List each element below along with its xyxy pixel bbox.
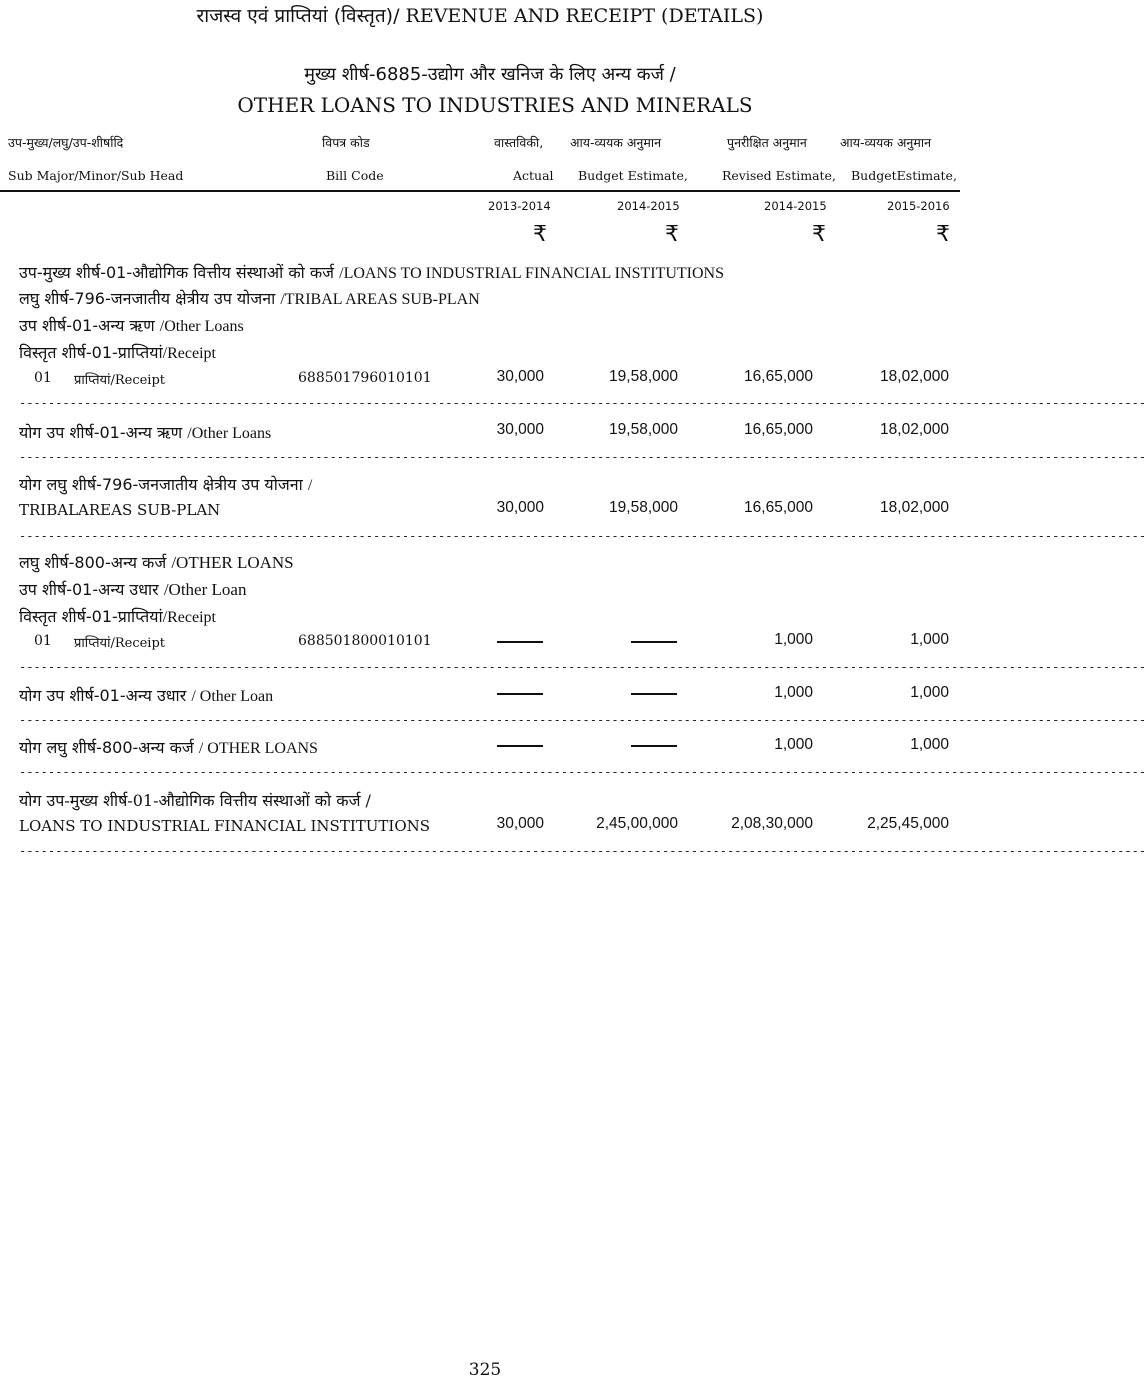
row2-code: 01 [34,633,52,649]
col-revised-hindi: पुनरीक्षित अनुमान [727,135,807,150]
detail-head-receipt-1 [19,341,216,363]
total-minor-796-actual: 30,000 [496,499,544,516]
total-minor-800-hindi: योग लघु शीर्ष-800-अन्य कर्ज [19,738,194,757]
grand-total-budget: 2,45,00,000 [596,815,678,832]
rupee-symbol-revised: ₹ [812,222,826,247]
sub-head-other-loans-hindi: उप शीर्ष-01-अन्य ऋण [19,316,155,335]
dashed-divider: ------------------------------------------------------------------------------------------------------------------------------------------------------------ [19,529,1146,543]
col-budget-next-hindi: आय-व्ययक अनुमान [840,135,932,150]
grand-total-actual: 30,000 [496,815,544,832]
row2-label-english: /Receipt [110,636,165,651]
minor-head-796-hindi: लघु शीर्ष-796-जनजातीय क्षेत्रीय उप योजना [19,289,276,308]
col-actual-hindi: वास्तविकी, [494,135,544,150]
total-minor-796-budget-next: 18,02,000 [880,499,949,516]
detail-head-receipt-1-hindi: विस्तृत शीर्ष-01-प्राप्तियां [19,343,163,362]
page-number: 325 [468,1360,502,1380]
dashed-divider: ------------------------------------------------------------------------------------------------------------------------------------------------------------ [19,450,1146,464]
minor-head-796 [19,287,480,309]
total-minor-796-hindi: योग लघु शीर्ष-796-जनजातीय क्षेत्रीय उप योजना [19,475,303,494]
total-subhead-2-budget-nil [631,693,677,695]
sub-head-other-loan-english: /Other Loan [163,580,247,599]
detail-head-receipt-2 [19,605,216,627]
dashed-divider: ------------------------------------------------------------------------------------------------------------------------------------------------------------ [19,396,1146,410]
dashed-divider: ------------------------------------------------------------------------------------------------------------------------------------------------------------ [19,660,1146,674]
col-actual-year: 2013-2014 [488,199,551,213]
row-revised: 16,65,000 [744,368,813,385]
row2-label-hindi: प्राप्तियां [74,636,111,651]
col-billcode-hindi: विपत्र कोड [322,135,370,150]
total-subhead-hindi: योग उप शीर्ष-01-अन्य ऋण [19,423,183,442]
detail-head-receipt-2-english: /Receipt [162,609,216,626]
minor-head-800-english: /OTHER LOANS [171,553,294,572]
row-budget-next: 18,02,000 [880,368,949,385]
dashed-divider: ------------------------------------------------------------------------------------------------------------------------------------------------------------ [19,765,1146,779]
total-minor-800-budget-nil [631,745,677,747]
row-bill-code: 688501796010101 [298,370,432,386]
submajor-head-hindi: उप-मुख्य शीर्ष-01-औद्योगिक वित्तीय संस्थाओं को कर्ज [19,263,335,282]
total-subhead-2-revised: 1,000 [774,684,813,701]
total-minor-800-actual-nil [497,745,543,747]
total-minor-796-label [19,473,312,495]
row2-budget-next: 1,000 [910,631,949,648]
total-minor-796-revised: 16,65,000 [744,499,813,516]
col-revised-english: Revised Estimate, [722,168,836,183]
total-subhead-revised: 16,65,000 [744,421,813,438]
row2-label [74,633,165,651]
row-actual: 30,000 [496,368,544,385]
dashed-divider: ------------------------------------------------------------------------------------------------------------------------------------------------------------ [19,713,1146,727]
major-head-english: OTHER LOANS TO INDUSTRIES AND MINERALS [237,93,753,117]
col-revised-year: 2014-2015 [764,199,827,213]
total-subhead-label [19,421,271,443]
page-title [0,2,960,28]
col-actual-english: Actual [513,168,554,183]
total-minor-800-revised: 1,000 [774,736,813,753]
grand-total-revised: 2,08,30,000 [731,815,813,832]
total-subhead-2-actual-nil [497,693,543,695]
row2-bill-code: 688501800010101 [298,633,432,649]
sub-head-other-loan [19,578,246,600]
total-minor-796-slash: / [307,477,313,494]
row-budget: 19,58,000 [609,368,678,385]
grand-total-budget-next: 2,25,45,000 [867,815,949,832]
col-head-hindi: उप-मुख्य/लघु/उप-शीर्षादि [8,135,124,150]
sub-head-other-loans-english: /Other Loans [159,318,244,335]
col-budget-year: 2014-2015 [617,199,680,213]
total-subhead-2-hindi: योग उप शीर्ष-01-अन्य उधार [19,686,187,705]
page-title-english: REVENUE AND RECEIPT (DETAILS) [405,5,764,27]
total-minor-800-label [19,736,318,758]
sub-head-other-loan-hindi: उप शीर्ष-01-अन्य उधार [19,580,159,599]
dashed-divider: ------------------------------------------------------------------------------------------------------------------------------------------------------------ [19,844,1146,858]
col-budget-next-english: BudgetEstimate, [851,168,957,183]
grand-total-hindi: योग उप-मुख्य शीर्ष-01-औद्योगिक वित्तीय संस्थाओं को कर्ज / [19,791,371,810]
total-minor-796-budget: 19,58,000 [609,499,678,516]
submajor-head-english: /LOANS TO INDUSTRIAL FINANCIAL INSTITUTIONS [339,265,724,282]
row-label [74,370,165,388]
row2-budget-nil [631,641,677,643]
row2-revised: 1,000 [774,631,813,648]
rupee-symbol-budget-next: ₹ [936,222,950,247]
row-label-hindi: प्राप्तियां [74,373,111,388]
col-budget-next-year: 2015-2016 [887,199,950,213]
col-head-english: Sub Major/Minor/Sub Head [8,168,184,183]
row2-actual-nil [497,641,543,643]
total-subhead-budget-next: 18,02,000 [880,421,949,438]
minor-head-796-english: /TRIBAL AREAS SUB-PLAN [280,291,480,308]
submajor-head [19,261,724,283]
detail-head-receipt-2-hindi: विस्तृत शीर्ष-01-प्राप्तियां [19,607,163,626]
page-title-hindi: राजस्व एवं प्राप्तियां (विस्तृत)/ [196,5,400,27]
rupee-symbol-budget: ₹ [665,222,679,247]
total-minor-796-english: TRIBALAREAS SUB-PLAN [19,501,221,519]
major-head-hindi: मुख्य शीर्ष-6885-उद्योग और खनिज के लिए अन्य कर्ज / [304,64,676,85]
col-budget-hindi: आय-व्ययक अनुमान [570,135,662,150]
detail-head-receipt-1-english: /Receipt [162,345,216,362]
row-label-english: /Receipt [110,373,165,388]
row-code: 01 [34,370,52,386]
minor-head-800-hindi: लघु शीर्ष-800-अन्य कर्ज [19,553,167,572]
total-subhead-2-label [19,684,273,706]
total-minor-800-english: / OTHER LOANS [198,740,318,757]
total-subhead-english: /Other Loans [187,425,272,442]
col-budget-english: Budget Estimate, [578,168,688,183]
grand-total-english: LOANS TO INDUSTRIAL FINANCIAL INSTITUTIONS [19,817,431,835]
total-subhead-2-english: / Other Loan [191,688,274,705]
total-minor-800-budget-next: 1,000 [910,736,949,753]
col-billcode-english: Bill Code [326,168,384,183]
total-subhead-2-budget-next: 1,000 [910,684,949,701]
total-subhead-budget: 19,58,000 [609,421,678,438]
header-rule [0,190,960,192]
rupee-symbol-actual: ₹ [533,222,547,247]
total-subhead-actual: 30,000 [496,421,544,438]
sub-head-other-loans [19,314,244,336]
minor-head-800 [19,551,294,573]
